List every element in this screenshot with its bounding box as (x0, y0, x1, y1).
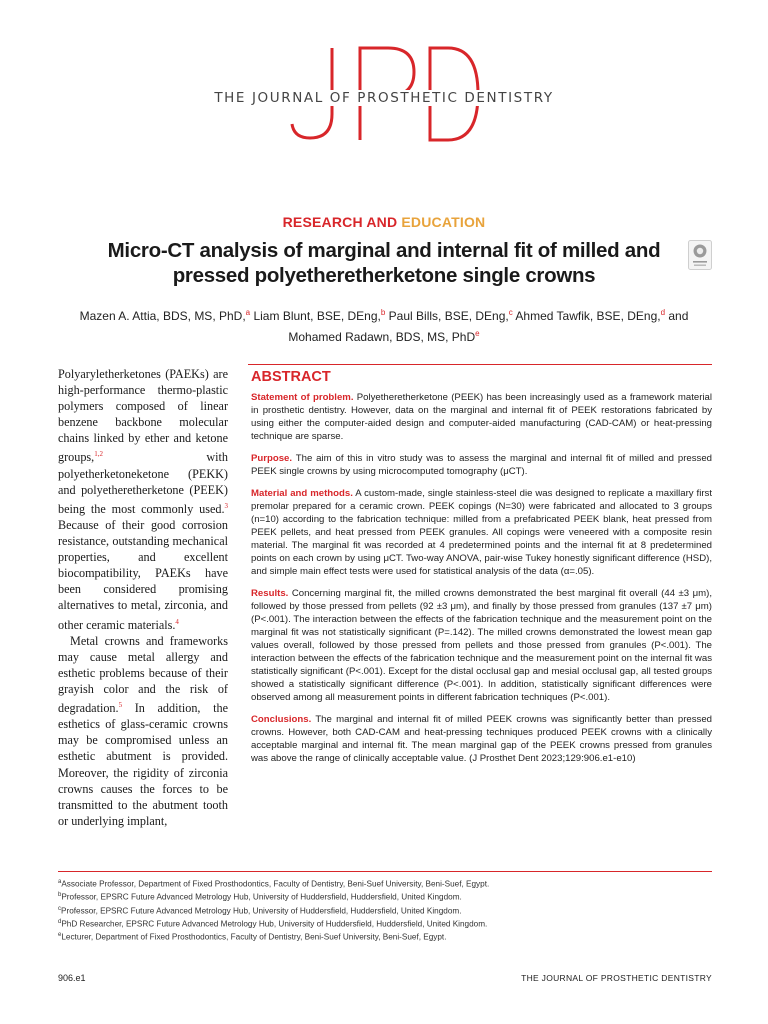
check-for-updates-icon[interactable] (688, 240, 712, 270)
author-affiliation-mark[interactable]: a (245, 308, 251, 317)
author-name: Mazen A. Attia, BDS, MS, PhD, (79, 309, 246, 323)
body-text-column (58, 366, 228, 829)
page-number: 906.e1 (58, 973, 86, 983)
author-affiliation-mark[interactable]: d (660, 308, 666, 317)
journal-title-text: THE JOURNAL OF PROSTHETIC DENTISTRY (211, 90, 556, 106)
abstract-section-label: Statement of problem. (251, 392, 354, 403)
citation-link[interactable]: 5 (118, 701, 123, 710)
footnote-text: Lecturer, Department of Fixed Prosthodontics, Faculty of Dentistry, Beni-Suef University, Beni-Suef, Egypt. (61, 933, 447, 943)
author-name: Paul Bills, BSE, DEng, (388, 309, 509, 323)
body-text: Polyaryletherketones (PAEKs) are high-performance thermo-plastic polymers composed of linear benzene backbone molecular chains linked by ether and ketone groups, (58, 367, 228, 465)
body-text: with polyetherketoneketone (PEKK) and polyetheretherketone (PEEK) being the most commonly used. (58, 450, 228, 516)
abstract-section-text: A custom-made, single stainless-steel die was designed to replicate a maxillary first premolar prepared for a ceramic crown. PEEK copings (N=30) were fabricated and allocated to 3 groups (n=10) according to the fabrication technique: milled from a prefabricated PEEK blank, heat pressed from PEEK pellets, and heat pressed from PEEK granules. All copings were veneered with a composite resin material. The marginal fit was recorded at 4 predetermined points and the internal fit at 8 predetermined points on each crown by using μCT. Two-way ANOVA, pair-wise Tukey honestly significant difference (HSD), and simple main effect tests were used for statistical analysis of the data (α=.05). (251, 488, 712, 577)
section-label-education: EDUCATION (401, 214, 486, 230)
footnote-item (58, 877, 712, 890)
abstract-section-text: Concerning marginal fit, the milled crowns demonstrated the best marginal fit overall (44 ±3 μm), followed by those pressed from pellets (92 ±3 μm), and finally by those pressed from granules (137 ±7 μm) (P<.001). The interaction between the effects of the fabrication technique and the measurement point on the marginal fit was not statistically significant (P=.142). The milled crowns demonstrated the lowest mean gap values overall, followed by those pressed from pellets and those pressed from granules (P<.001). The interaction between the effects of the fabrication technique and the measurement point on the internal fit was statistically significant (P<.001). Except for the distal occlusal gap and mesial occlusal gap, all tested groups showed a statistically significant difference (P<.001). In addition, statistically significant differences were observed among all measurement points in different fabrication techniques (P<.001). (251, 588, 712, 703)
abstract (248, 364, 712, 774)
footnote-item (58, 930, 712, 943)
author-list (40, 304, 728, 346)
citation-link[interactable]: 1,2 (94, 450, 103, 459)
footnote-item (58, 917, 712, 930)
author-name: Liam Blunt, BSE, DEng, (253, 309, 381, 323)
footnote-mark: a (58, 879, 62, 885)
body-text: Because of their good corrosion resistance, outstanding mechanical properties, and excellent biocompatibility, PAEKs have been considered promising alternatives to metal, zirconia, and other ceramic materials. (58, 517, 228, 632)
section-label-research: RESEARCH AND (282, 214, 398, 230)
abstract-section-label: Conclusions. (251, 714, 312, 725)
citation-link[interactable]: 3 (224, 501, 228, 510)
body-paragraph (58, 633, 228, 829)
footer-journal-name: THE JOURNAL OF PROSTHETIC DENTISTRY (521, 973, 712, 983)
footnote-item (58, 890, 712, 903)
journal-title (0, 90, 768, 106)
author-affiliation-mark[interactable]: c (508, 308, 513, 317)
author-name: Mohamed Radawn, BDS, MS, PhD (288, 330, 476, 344)
abstract-section-label: Results. (251, 588, 289, 599)
abstract-section-text: Polyetheretherketone (PEEK) has been increasingly used as a framework material in prosthetic dentistry. However, data on the marginal and internal fit of PEEK restorations fabricated by using either the computer-aided design and computer-aided manufacturing (CAD-CAM) or heat-pressing technique are sparse. (251, 392, 712, 442)
footnote-text: PhD Researcher, EPSRC Future Advanced Metrology Hub, University of Huddersfield, Huddersfield, United Kingdom. (61, 919, 488, 929)
author-affiliation-mark[interactable]: b (380, 308, 386, 317)
abstract-heading: ABSTRACT (251, 369, 331, 385)
section-label (0, 214, 768, 230)
author-affiliation-mark[interactable]: e (475, 329, 480, 338)
article-title (80, 238, 688, 288)
abstract-section (251, 713, 712, 765)
footnote-divider (58, 871, 712, 872)
abstract-section (251, 587, 712, 704)
footnote-text: Associate Professor, Department of Fixed Prosthodontics, Faculty of Dentistry, Beni-Suef University, Beni-Suef, Egypt. (61, 879, 490, 889)
abstract-section-text: The marginal and internal fit of milled PEEK crowns was significantly better than pressed crowns. However, both CAD-CAM and heat-pressing techniques produced PEEK crowns with a clinically acceptable marginal and internal fit. The mean marginal gap of the PEEK crowns pressed from granules was above the range of clinically acceptable value. (J Prosthet Dent 2023;129:906.e1-e10) (251, 714, 712, 764)
abstract-section (251, 391, 712, 443)
article-title-line-1: Micro-CT analysis of marginal and internal fit of milled and (107, 239, 661, 262)
footnote-mark: d (58, 918, 62, 925)
abstract-section-label: Material and methods. (251, 488, 353, 499)
abstract-section (251, 487, 712, 578)
abstract-top-rule (248, 364, 712, 365)
affiliation-footnotes (58, 877, 712, 944)
citation-link[interactable]: 4 (175, 617, 179, 626)
author-separator: and (665, 309, 689, 323)
footnote-mark: b (58, 892, 62, 899)
article-title-line-2: pressed polyetheretherketone single crowns (172, 264, 596, 287)
abstract-section (251, 452, 712, 478)
abstract-section-text: The aim of this in vitro study was to assess the marginal and internal fit of milled and pressed PEEK single crowns by using microcomputed tomography (μCT). (251, 453, 712, 477)
footnote-text: Professor, EPSRC Future Advanced Metrology Hub, University of Huddersfield, Huddersfield, United Kingdom. (61, 906, 462, 916)
footnote-text: Professor, EPSRC Future Advanced Metrology Hub, University of Huddersfield, Huddersfield, United Kingdom. (61, 893, 462, 903)
footnote-item (58, 904, 712, 917)
footnote-mark: e (58, 932, 62, 939)
abstract-section-label: Purpose. (251, 453, 293, 464)
author-name: Ahmed Tawfik, BSE, DEng, (515, 309, 661, 323)
body-text: Metal crowns and frameworks may cause metal allergy and esthetic problems because of their grayish color and the risk of degradation. (58, 633, 228, 716)
footnote-mark: c (58, 905, 61, 912)
body-text: In addition, the esthetics of glass-ceramic crowns may be compromised unless an esthetic abutment is provided. Moreover, the rigidity of zirconia crowns causes the forces to be transmitted to the abutment tooth or underlying implant, (58, 701, 228, 828)
body-paragraph (58, 366, 228, 633)
